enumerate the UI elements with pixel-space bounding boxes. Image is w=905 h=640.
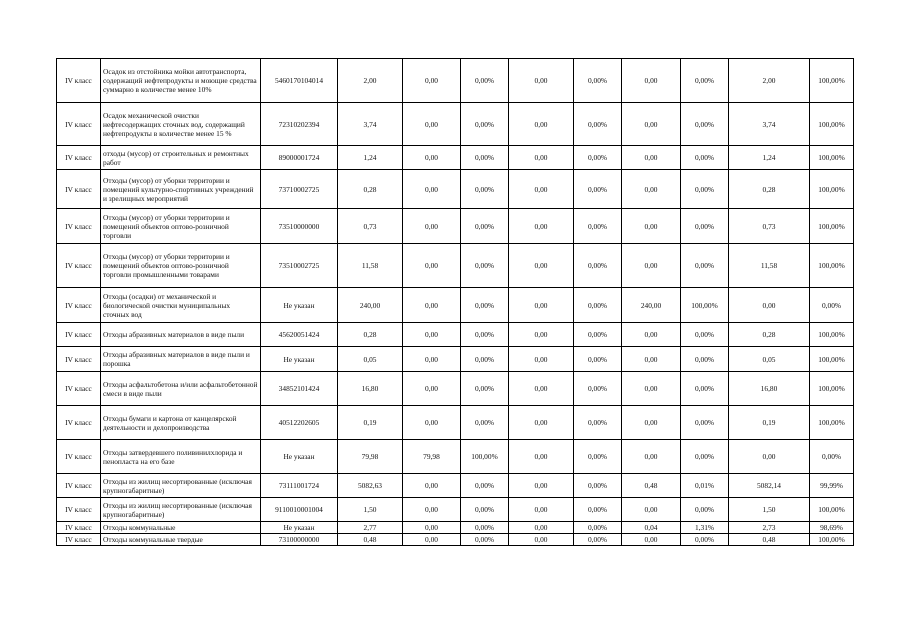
value-cell: 0,00 <box>403 288 461 323</box>
value-cell: 1,50 <box>338 498 403 522</box>
value-cell: 16,80 <box>338 372 403 406</box>
value-cell: 0,00% <box>681 406 729 440</box>
value-cell: 0,00% <box>461 170 509 209</box>
value-cell: 0,00% <box>574 288 622 323</box>
value-cell: 0,00% <box>681 372 729 406</box>
waste-name-cell: Отходы коммунальные <box>101 522 261 534</box>
value-cell: 0,00 <box>509 534 574 546</box>
fkko-code-cell: Не указан <box>261 440 338 474</box>
fkko-code-cell: 73510000000 <box>261 209 338 244</box>
fkko-code-cell: 73710002725 <box>261 170 338 209</box>
value-cell: 0,00 <box>403 534 461 546</box>
table-row <box>57 522 854 534</box>
waste-name-cell: отходы (мусор) от строительных и ремонтных работ <box>101 146 261 170</box>
value-cell: 0,00% <box>574 103 622 146</box>
value-cell: 3,74 <box>729 103 810 146</box>
table-row <box>57 323 854 347</box>
value-cell: 100,00% <box>810 170 854 209</box>
value-cell: 0,00% <box>574 474 622 498</box>
value-cell: 0,28 <box>729 170 810 209</box>
hazard-class-cell: IV класс <box>57 170 101 209</box>
value-cell: 0,00% <box>461 323 509 347</box>
value-cell: 0,00 <box>622 170 681 209</box>
value-cell: 0,00 <box>509 498 574 522</box>
hazard-class-cell: IV класс <box>57 209 101 244</box>
value-cell: 0,00 <box>622 323 681 347</box>
waste-name-cell: Отходы бумаги и картона от канцелярской деятельности и делопроизводства <box>101 406 261 440</box>
value-cell: 100,00% <box>810 347 854 372</box>
value-cell: 0,00 <box>403 323 461 347</box>
waste-name-cell: Отходы (мусор) от уборки территории и помещений культурно-спортивных учреждений и зрелищных мероприятий <box>101 170 261 209</box>
value-cell: 2,77 <box>338 522 403 534</box>
value-cell: 100,00% <box>810 244 854 288</box>
value-cell: 0,00 <box>403 372 461 406</box>
value-cell: 2,00 <box>729 59 810 103</box>
value-cell: 0,00% <box>461 244 509 288</box>
value-cell: 0,00% <box>461 498 509 522</box>
value-cell: 0,00% <box>461 347 509 372</box>
waste-name-cell: Отходы абразивных материалов в виде пыли и порошка <box>101 347 261 372</box>
value-cell: 99,99% <box>810 474 854 498</box>
hazard-class-cell: IV класс <box>57 103 101 146</box>
waste-name-cell: Отходы из жилищ несортированные (исключая крупногабаритные) <box>101 498 261 522</box>
value-cell: 0,00% <box>574 440 622 474</box>
value-cell: 100,00% <box>681 288 729 323</box>
value-cell: 1,24 <box>338 146 403 170</box>
value-cell: 0,04 <box>622 522 681 534</box>
value-cell: 0,00 <box>509 406 574 440</box>
table-row <box>57 372 854 406</box>
fkko-code-cell: 73100000000 <box>261 534 338 546</box>
value-cell: 0,00 <box>509 440 574 474</box>
value-cell: 0,19 <box>338 406 403 440</box>
table-row <box>57 498 854 522</box>
value-cell: 0,00% <box>461 534 509 546</box>
table-row <box>57 170 854 209</box>
fkko-code-cell: 73111001724 <box>261 474 338 498</box>
value-cell: 100,00% <box>810 323 854 347</box>
fkko-code-cell: 45620051424 <box>261 323 338 347</box>
value-cell: 0,00 <box>729 440 810 474</box>
value-cell: 0,00% <box>574 170 622 209</box>
value-cell: 100,00% <box>810 209 854 244</box>
value-cell: 0,00 <box>509 347 574 372</box>
hazard-class-cell: IV класс <box>57 244 101 288</box>
table-row <box>57 244 854 288</box>
waste-name-cell: Отходы абразивных материалов в виде пыли <box>101 323 261 347</box>
value-cell: 1,24 <box>729 146 810 170</box>
value-cell: 0,00 <box>403 146 461 170</box>
waste-name-cell: Отходы (осадки) от механической и биологической очистки муниципальных сточных вод <box>101 288 261 323</box>
value-cell: 0,00% <box>461 103 509 146</box>
value-cell: 0,00 <box>622 59 681 103</box>
value-cell: 0,00% <box>681 498 729 522</box>
value-cell: 0,00 <box>622 209 681 244</box>
value-cell: 0,00% <box>810 440 854 474</box>
value-cell: 0,00 <box>509 209 574 244</box>
value-cell: 0,00 <box>403 170 461 209</box>
waste-name-cell: Отходы затвердевшего поливинилхлорида и пенопласта на его базе <box>101 440 261 474</box>
value-cell: 0,00% <box>461 474 509 498</box>
value-cell: 0,28 <box>338 170 403 209</box>
value-cell: 0,00% <box>461 146 509 170</box>
value-cell: 0,00 <box>403 244 461 288</box>
value-cell: 0,00% <box>681 146 729 170</box>
value-cell: 240,00 <box>622 288 681 323</box>
value-cell: 5082,63 <box>338 474 403 498</box>
value-cell: 0,00 <box>622 406 681 440</box>
value-cell: 0,05 <box>338 347 403 372</box>
value-cell: 0,00% <box>461 288 509 323</box>
table-row <box>57 103 854 146</box>
value-cell: 11,58 <box>729 244 810 288</box>
value-cell: 1,31% <box>681 522 729 534</box>
value-cell: 0,00 <box>403 347 461 372</box>
value-cell: 0,00 <box>509 323 574 347</box>
hazard-class-cell: IV класс <box>57 59 101 103</box>
value-cell: 0,00% <box>681 209 729 244</box>
table-body <box>57 59 854 546</box>
waste-name-cell: Отходы (мусор) от уборки территории и помещений объектов оптово-розничной торговли <box>101 209 261 244</box>
value-cell: 0,00% <box>461 406 509 440</box>
fkko-code-cell: 9110010001004 <box>261 498 338 522</box>
value-cell: 0,00 <box>403 522 461 534</box>
value-cell: 0,00% <box>574 406 622 440</box>
value-cell: 2,73 <box>729 522 810 534</box>
value-cell: 0,00% <box>681 170 729 209</box>
table-row <box>57 209 854 244</box>
value-cell: 0,00 <box>622 244 681 288</box>
value-cell: 0,00 <box>509 288 574 323</box>
value-cell: 0,00% <box>681 347 729 372</box>
value-cell: 0,00% <box>574 59 622 103</box>
value-cell: 0,00% <box>681 59 729 103</box>
hazard-class-cell: IV класс <box>57 288 101 323</box>
value-cell: 0,00% <box>574 347 622 372</box>
value-cell: 240,00 <box>338 288 403 323</box>
value-cell: 0,00% <box>574 146 622 170</box>
value-cell: 0,28 <box>338 323 403 347</box>
hazard-class-cell: IV класс <box>57 406 101 440</box>
value-cell: 0,00 <box>403 59 461 103</box>
value-cell: 100,00% <box>810 146 854 170</box>
hazard-class-cell: IV класс <box>57 474 101 498</box>
hazard-class-cell: IV класс <box>57 323 101 347</box>
value-cell: 100,00% <box>810 103 854 146</box>
value-cell: 100,00% <box>810 534 854 546</box>
value-cell: 0,00% <box>574 498 622 522</box>
table-row <box>57 59 854 103</box>
value-cell: 0,00 <box>622 534 681 546</box>
value-cell: 5082,14 <box>729 474 810 498</box>
waste-name-cell: Отходы асфальтобетона и/или асфальтобетонной смеси в виде пыли <box>101 372 261 406</box>
value-cell: 0,00% <box>461 372 509 406</box>
waste-name-cell: Отходы коммунальные твердые <box>101 534 261 546</box>
table-row <box>57 440 854 474</box>
waste-table <box>56 58 854 546</box>
value-cell: 0,00 <box>622 103 681 146</box>
fkko-code-cell: 34852101424 <box>261 372 338 406</box>
value-cell: 11,58 <box>338 244 403 288</box>
value-cell: 0,00 <box>509 474 574 498</box>
value-cell: 0,00 <box>403 209 461 244</box>
fkko-code-cell: 40512202605 <box>261 406 338 440</box>
value-cell: 0,00% <box>681 323 729 347</box>
value-cell: 16,80 <box>729 372 810 406</box>
value-cell: 0,00% <box>681 534 729 546</box>
value-cell: 0,00% <box>574 372 622 406</box>
fkko-code-cell: Не указан <box>261 522 338 534</box>
table-row <box>57 474 854 498</box>
value-cell: 0,00% <box>574 534 622 546</box>
value-cell: 0,00% <box>681 440 729 474</box>
fkko-code-cell: 5460170104014 <box>261 59 338 103</box>
value-cell: 98,69% <box>810 522 854 534</box>
fkko-code-cell: Не указан <box>261 288 338 323</box>
value-cell: 0,00% <box>574 323 622 347</box>
fkko-code-cell: 72310202394 <box>261 103 338 146</box>
value-cell: 0,00 <box>509 522 574 534</box>
hazard-class-cell: IV класс <box>57 146 101 170</box>
value-cell: 0,00 <box>622 440 681 474</box>
value-cell: 0,73 <box>729 209 810 244</box>
value-cell: 0,48 <box>729 534 810 546</box>
value-cell: 3,74 <box>338 103 403 146</box>
fkko-code-cell: 89000001724 <box>261 146 338 170</box>
table-row <box>57 406 854 440</box>
value-cell: 79,98 <box>403 440 461 474</box>
value-cell: 0,19 <box>729 406 810 440</box>
value-cell: 0,00% <box>681 244 729 288</box>
value-cell: 0,00 <box>403 498 461 522</box>
value-cell: 0,00 <box>403 103 461 146</box>
table-row <box>57 534 854 546</box>
value-cell: 0,00% <box>461 209 509 244</box>
value-cell: 0,00 <box>509 146 574 170</box>
waste-name-cell: Осадок механической очистки нефтесодержащих сточных вод, содержащий нефтепродукты в количестве менее 15 % <box>101 103 261 146</box>
hazard-class-cell: IV класс <box>57 440 101 474</box>
hazard-class-cell: IV класс <box>57 498 101 522</box>
fkko-code-cell: 73510002725 <box>261 244 338 288</box>
value-cell: 100,00% <box>461 440 509 474</box>
value-cell: 0,00% <box>810 288 854 323</box>
value-cell: 100,00% <box>810 372 854 406</box>
value-cell: 0,00 <box>403 474 461 498</box>
value-cell: 0,00 <box>509 103 574 146</box>
value-cell: 0,00% <box>574 522 622 534</box>
value-cell: 79,98 <box>338 440 403 474</box>
value-cell: 0,00 <box>509 372 574 406</box>
value-cell: 0,00 <box>509 170 574 209</box>
value-cell: 0,00% <box>461 522 509 534</box>
hazard-class-cell: IV класс <box>57 372 101 406</box>
value-cell: 0,48 <box>622 474 681 498</box>
value-cell: 0,05 <box>729 347 810 372</box>
value-cell: 0,00 <box>509 59 574 103</box>
value-cell: 0,00 <box>622 347 681 372</box>
hazard-class-cell: IV класс <box>57 347 101 372</box>
value-cell: 1,50 <box>729 498 810 522</box>
value-cell: 100,00% <box>810 498 854 522</box>
value-cell: 100,00% <box>810 406 854 440</box>
value-cell: 100,00% <box>810 59 854 103</box>
table-row <box>57 146 854 170</box>
value-cell: 0,00% <box>461 59 509 103</box>
waste-name-cell: Осадок из отстойника мойки автотранспорта, содержащий нефтепродукты и моющие средства суммарно в количестве менее 10% <box>101 59 261 103</box>
value-cell: 0,00 <box>403 406 461 440</box>
value-cell: 0,00% <box>574 209 622 244</box>
value-cell: 2,00 <box>338 59 403 103</box>
value-cell: 0,00 <box>729 288 810 323</box>
hazard-class-cell: IV класс <box>57 534 101 546</box>
waste-name-cell: Отходы из жилищ несортированные (исключая крупногабаритные) <box>101 474 261 498</box>
table-row <box>57 347 854 372</box>
value-cell: 0,00% <box>574 244 622 288</box>
table-row <box>57 288 854 323</box>
value-cell: 0,01% <box>681 474 729 498</box>
waste-name-cell: Отходы (мусор) от уборки территории и помещений объектов оптово-розничной торговли промышленными товарами <box>101 244 261 288</box>
value-cell: 0,73 <box>338 209 403 244</box>
value-cell: 0,00% <box>681 103 729 146</box>
value-cell: 0,00 <box>622 498 681 522</box>
fkko-code-cell: Не указан <box>261 347 338 372</box>
value-cell: 0,28 <box>729 323 810 347</box>
value-cell: 0,00 <box>622 146 681 170</box>
value-cell: 0,00 <box>509 244 574 288</box>
value-cell: 0,00 <box>622 372 681 406</box>
value-cell: 0,48 <box>338 534 403 546</box>
hazard-class-cell: IV класс <box>57 522 101 534</box>
